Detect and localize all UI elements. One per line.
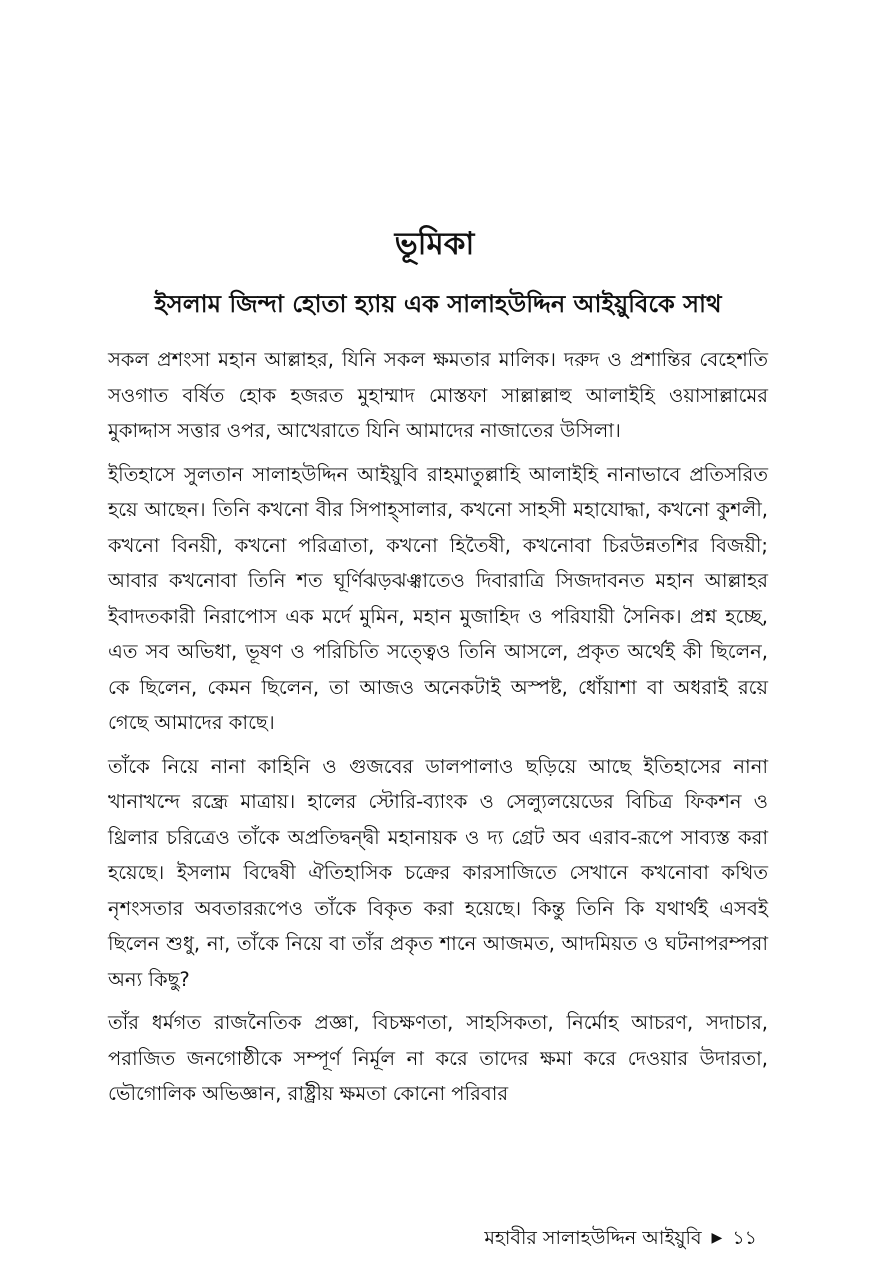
arrow-right-icon: ▶	[711, 1230, 723, 1246]
chapter-subtitle: ইসলাম জিন্দা হোতা হ্যায় এক সালাহউদ্দিন আইয়ুবিকে সাথ	[154, 290, 722, 318]
paragraph-4: তাঁর ধর্মগত রাজনৈতিক প্রজ্ঞা, বিচক্ষণতা, সাহসিকতা, নির্মোহ আচরণ, সদাচার, পরাজিত জনগোষ্ঠীকে সম্পূর্ণ নির্মূল না করে তাদের ক্ষমা করে দেওয়ার উদারতা, ভৌগোলিক অভিজ্ঞান, রাষ্ট্রীয় ক্ষমতা কোনো পরিবার	[108, 1011, 768, 1105]
page-number: ১১	[732, 1227, 757, 1249]
running-title: মহাবীর সালাহউদ্দিন আইয়ুবি	[484, 1227, 702, 1249]
body-text	[108, 342, 768, 1120]
chapter-title: ভূমিকা	[394, 226, 475, 262]
page-footer	[484, 1224, 757, 1252]
paragraph-3: তাঁকে নিয়ে নানা কাহিনি ও গুজবের ডালপালাও ছড়িয়ে আছে ইতিহাসের নানা খানাখন্দে রন্ধ্রে মাত্রায়। হালের স্টোরি-ব্যাংক ও সেল্যুলয়েডের বিচিত্র ফিকশন ও থ্রিলার চরিত্রেও তাঁকে অপ্রতিদ্বন্দ্বী মহানায়ক ও দ্য গ্রেট অব এরাব-রূপে সাব্যস্ত করা হয়েছে। ইসলাম বিদ্বেষী ঐতিহাসিক চক্রের কারসাজিতে সেখানে কখনোবা কথিত নৃশংসতার অবতাররূপেও তাঁকে বিকৃত করা হয়েছে। কিন্তু তিনি কি যথার্থই এসবই ছিলেন শুধু, না, তাঁকে নিয়ে বা তাঁর প্রকৃত শানে আজমত, আদমিয়ত ও ঘটনাপরম্পরা অন্য কিছু?	[108, 754, 768, 991]
paragraph-2: ইতিহাসে সুলতান সালাহউদ্দিন আইয়ুবি রাহমাতুল্লাহি আলাইহি নানাভাবে প্রতিসরিত হয়ে আছেন। তিনি কখনো বীর সিপাহ্সালার, কখনো সাহসী মহাযোদ্ধা, কখনো কুশলী, কখনো বিনয়ী, কখনো পরিত্রাতা, কখনো হিতৈষী, কখনোবা চিরউন্নতশির বিজয়ী; আবার কখনোবা তিনি শত ঘূর্ণিঝড়ঝঞ্ঝাতেও দিবারাত্রি সিজদাবনত মহান আল্লাহর ইবাদতকারী নিরাপোস এক মর্দে মুমিন, মহান মুজাহিদ ও পরিযায়ী সৈনিক। প্রশ্ন হচ্ছে, এত সব অভিধা, ভূষণ ও পরিচিতি সত্ত্বেও তিনি আসলে, প্রকৃত অর্থেই কী ছিলেন, কে ছিলেন, কেমন ছিলেন, তা আজও অনেকটাই অস্পষ্ট, ধোঁয়াশা বা অধরাই রয়ে গেছে আমাদের কাছে।	[108, 462, 768, 734]
paragraph-1: সকল প্রশংসা মহান আল্লাহর, যিনি সকল ক্ষমতার মালিক। দরুদ ও প্রশান্তির বেহেশতি সওগাত বর্ষিত হোক হজরত মুহাম্মাদ মোস্তফা সাল্লাল্লাহু আলাইহি ওয়াসাল্লামের মুকাদ্দাস সত্তার ওপর, আখেরাতে যিনি আমাদের নাজাতের উসিলা।	[108, 348, 768, 442]
